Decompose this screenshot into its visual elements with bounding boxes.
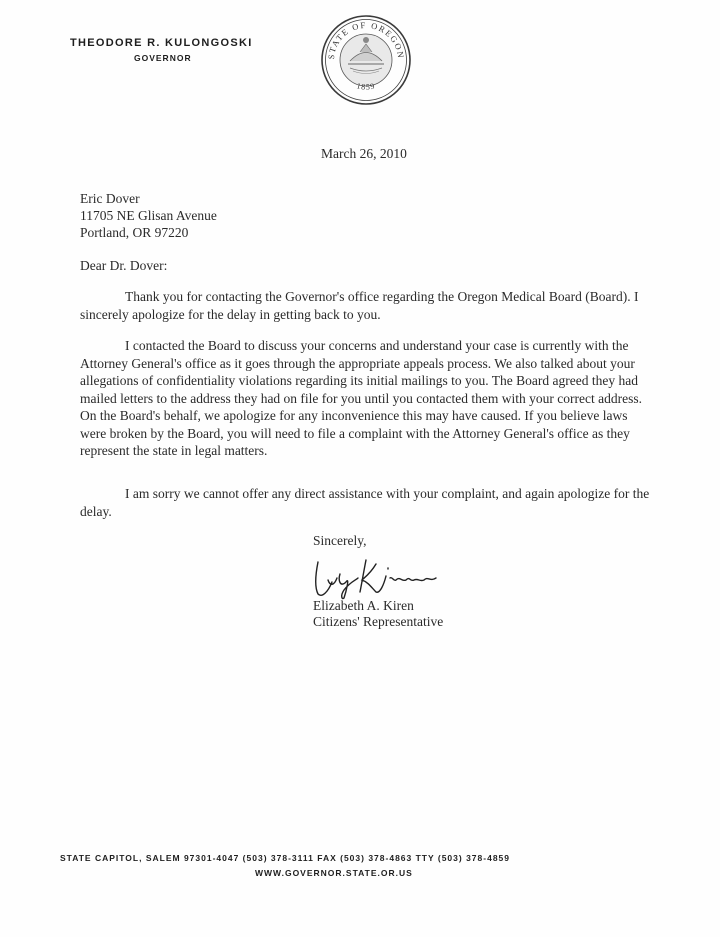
seal-year: 1859 (355, 81, 377, 92)
closing: Sincerely, (313, 533, 367, 548)
recipient-address (80, 190, 217, 241)
body-paragraph-1 (80, 288, 655, 323)
governor-title: GOVERNOR (134, 53, 192, 63)
seal-text: STATE OF OREGON (325, 19, 407, 60)
signer-title: Citizens' Representative (313, 614, 444, 629)
svg-text:1859 (356, 81, 377, 91)
paragraph-text: I am sorry we cannot offer any direct assistance with your complaint, and again apologize for the delay. (80, 486, 650, 519)
footer-website: WWW.GOVERNOR.STATE.OR.US (255, 868, 413, 878)
body-paragraph-3 (80, 485, 655, 520)
signer-name: Elizabeth A. Kiren (313, 598, 414, 613)
body-paragraph-2 (80, 337, 655, 460)
oregon-state-seal-icon (320, 14, 412, 106)
governor-name: THEODORE R. KULONGOSKI (70, 37, 253, 49)
paragraph-text: I contacted the Board to discuss your concerns and understand your case is currently with the Attorney General's office as it goes through the appropriate appeals process. We also talked about your allegations of confidentiality violations regarding its initial mailings to you. The Board agreed they had mailed letters to the address they had on file for you until you contacted them with your correct address. On the Board's behalf, we apologize for any inconvenience this may have caused. If you believe laws were broken by the Board, you will need to file a complaint with the Attorney General's office as they represent the state in legal matters. (80, 338, 642, 458)
paragraph-text: Thank you for contacting the Governor's office regarding the Oregon Medical Board (Board). I sincerely apologize for the delay in getting back to you. (80, 289, 639, 322)
handwritten-signature-icon (310, 552, 450, 600)
salutation: Dear Dr. Dover: (80, 258, 168, 273)
recipient-city: Portland, OR 97220 (80, 225, 189, 240)
recipient-name: Eric Dover (80, 191, 140, 206)
footer-address: STATE CAPITOL, SALEM 97301-4047 (503) 378-3111 FAX (503) 378-4863 TTY (503) 378-4859 (60, 853, 511, 863)
letter-date: March 26, 2010 (321, 146, 407, 161)
recipient-street: 11705 NE Glisan Avenue (80, 208, 217, 223)
